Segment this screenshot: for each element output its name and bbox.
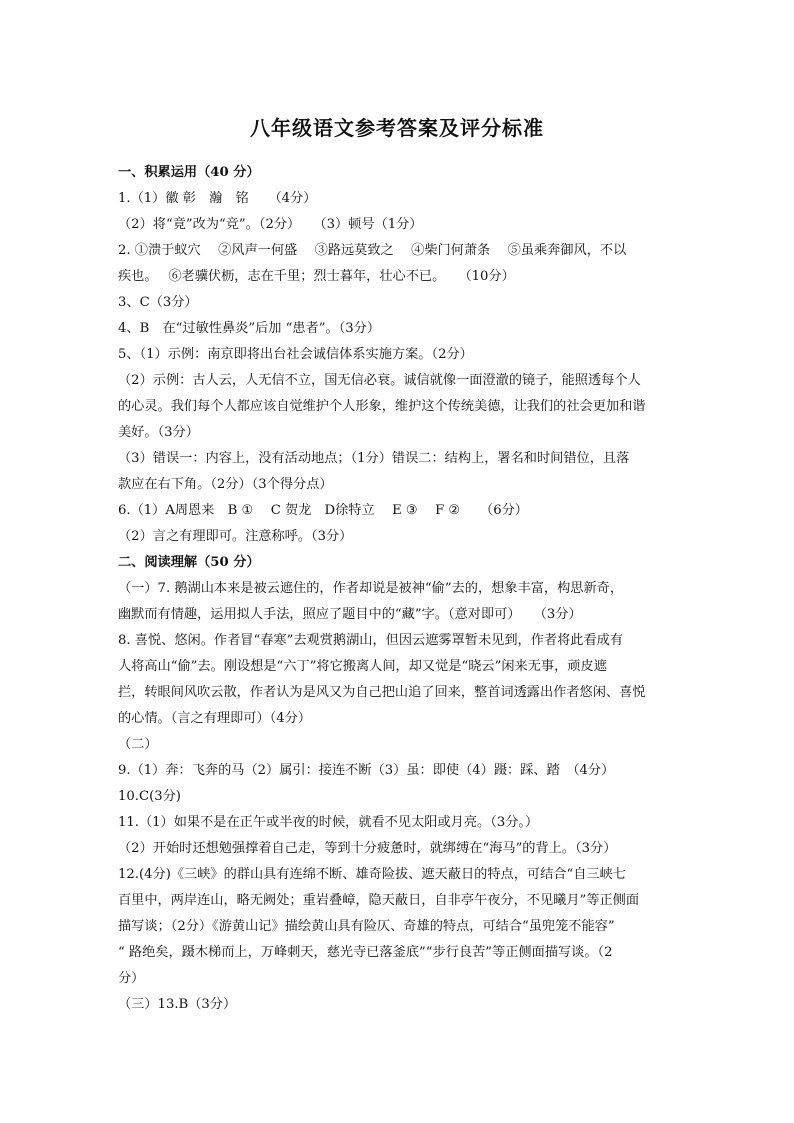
answer-line: 疾也。 ⑥老骥伏枥，志在千里；烈士暮年，壮心不已。 （10分） — [118, 269, 515, 284]
answer-line: （2）言之有理即可。注意称呼。（3分） — [118, 529, 353, 544]
answer-line: 幽默而有情趣，运用拟人手法，照应了题目中的“藏”字。（意对即可） （3分） — [118, 607, 582, 622]
answer-line: （二） — [118, 737, 158, 752]
answer-line: 9.（1）奔：飞奔的马（2）属引：接连不断（3）虽：即使（4）蹑：踩、踏 （4分） — [118, 763, 615, 778]
answer-line: 描写谈；（2分）《游黄山记》描绘黄山具有险仄、奇雄的特点，可结合“虽兜笼不能容” — [118, 919, 615, 934]
answer-line: （3）错误一：内容上，没有活动地点；（1分）错误二：结构上，署名和时间错位，且落 — [118, 451, 630, 466]
answer-line: 百里中，两岸连山，略无阙处；重岩叠嶂，隐天蔽日，自非亭午夜分，不见曦月”等正侧面 — [118, 893, 640, 908]
answer-line: 人将高山“偷”去。刚设想是“六丁”将它搬离人间，却又觉是“晓云”闲来无事，顽皮遮 — [118, 659, 607, 674]
answer-line: 8. 喜悦、悠闲。作者冒“春寒”去观赏鹅湖山，但因云遮雾罩暂未见到，作者将此看成有 — [118, 633, 624, 648]
answer-line: （一）7. 鹅湖山本来是被云遮住的，作者却说是被神“偷”去的，想象丰富，构思新奇， — [118, 581, 624, 596]
answer-line: 美好。（3分） — [118, 425, 199, 440]
answer-line: 款应在右下角。（2分）（3个得分点） — [118, 477, 333, 492]
answer-line: 4、B 在“过敏性鼻炎”后加 “患者”。（3分） — [118, 321, 381, 336]
answer-line: “ 路绝矣，蹑木梯而上，万峰刺天，慈光寺已落釜底”“步行良苦”等正侧面描写谈。（2 — [118, 945, 613, 960]
answer-line: 1.（1）徽 彰 瀚 铭 （4分） — [118, 191, 317, 206]
answer-line: 12.(4分)《三峡》的群山具有连绵不断、雄奇险拔、遮天蔽日的特点，可结合“自三峡七 — [118, 867, 626, 882]
answer-line: （2）示例：古人云，人无信不立，国无信必衰。诚信就像一面澄澈的镜子，能照透每个人 — [118, 373, 641, 388]
answer-content — [118, 160, 678, 1018]
answer-line: （2）将“竟”改为“竞”。（2分） （3）顿号（1分） — [118, 217, 423, 232]
section-heading: 一、积累运用（40 分） — [118, 165, 260, 180]
answer-line: 的心情。（言之有理即可）（4分） — [118, 711, 312, 726]
answer-line: 10.C(3分) — [118, 789, 181, 804]
answer-line: 6.（1）A周恩来 B ① C 贺龙 D徐特立 E ③ F ② （6分） — [118, 503, 528, 518]
answer-line: 分） — [118, 971, 145, 986]
answer-line: 3、C（3分） — [118, 295, 198, 310]
page-title: 八年级语文参考答案及评分标准 — [250, 116, 544, 140]
answer-line: 拦，转眼间风吹云散，作者认为是风又为自己把山追了回来，整首词透露出作者悠闲、喜悦 — [118, 685, 646, 700]
answer-line: 11.（1）如果不是在正午或半夜的时候，就看不见太阳或月亮。（3分。） — [118, 815, 539, 830]
section-heading: 二、阅读理解（50 分） — [118, 555, 260, 570]
answer-line: 的心灵。我们每个人都应该自觉维护个人形象，维护这个传统美德，让我们的社会更加和谐 — [118, 399, 646, 414]
answer-line: （2）开始时还想勉强撑着自己走，等到十分疲惫时，就绑缚在“海马”的背上。（3分） — [118, 841, 617, 856]
answer-line: 2. ①溃于蚁穴 ②风声一何盛 ③路远莫致之 ④柴门何萧条 ⑤虽乘奔御风，不以 — [118, 243, 627, 258]
answer-line: 5、（1）示例：南京即将出台社会诚信体系实施方案。（2分） — [118, 347, 473, 362]
answer-line: （三）13.B（3分） — [118, 997, 237, 1012]
